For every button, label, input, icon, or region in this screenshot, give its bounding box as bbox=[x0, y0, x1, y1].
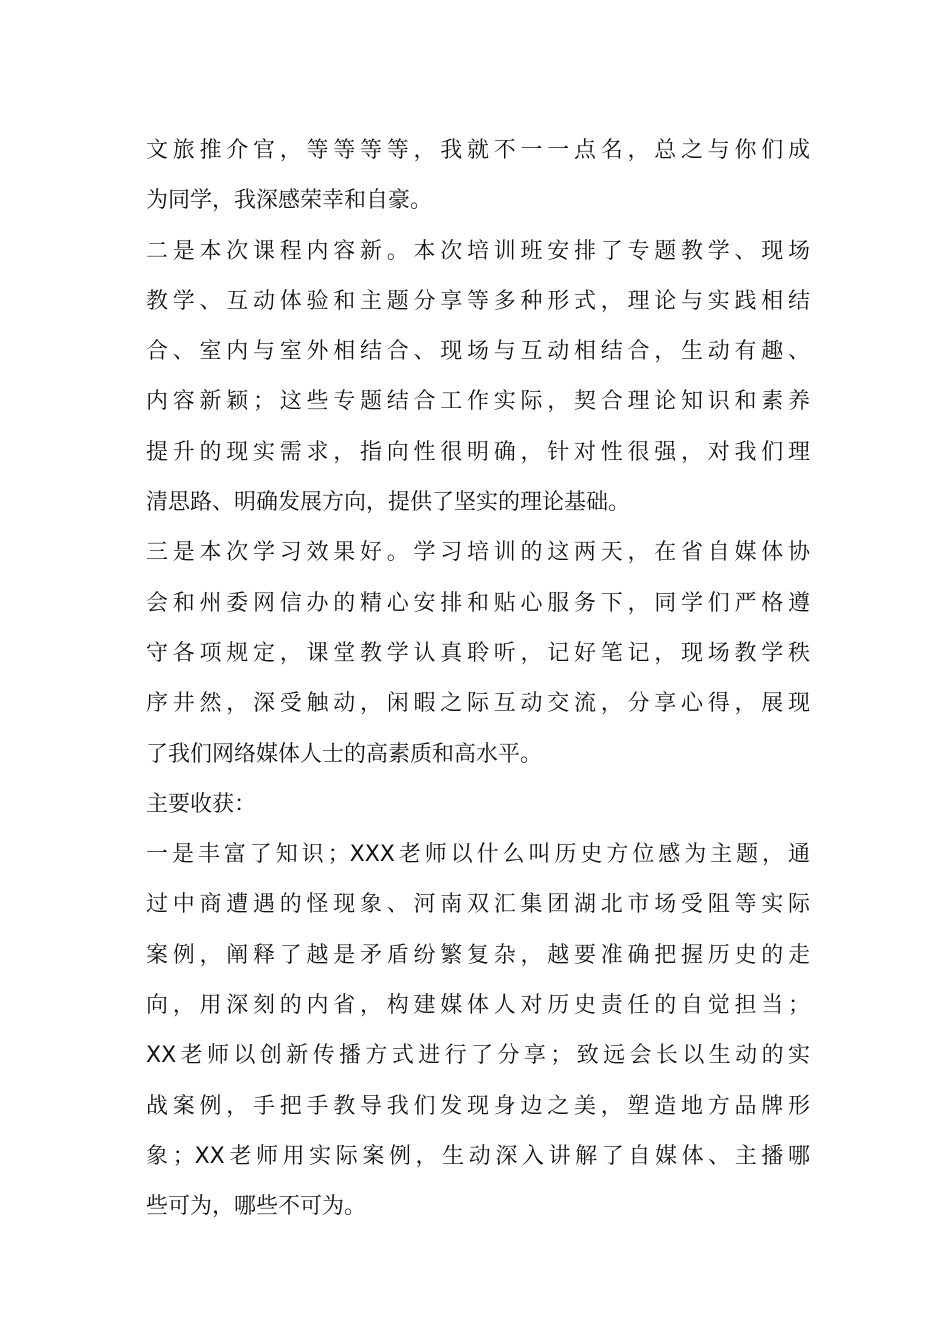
document-body bbox=[146, 126, 810, 1233]
text-line: 内容新颖；这些专题结合工作实际，契合理论知识和素养 bbox=[146, 389, 810, 415]
text-line: 守各项规定，课堂教学认真聆听，记好笔记，现场教学秩 bbox=[146, 640, 810, 666]
section-heading: 主要收获： bbox=[146, 791, 257, 817]
text-line: 过中商遭遇的怪现象、河南双汇集团湖北市场受阻等实际 bbox=[146, 892, 810, 918]
text-line: 些可为，哪些不可为。 bbox=[146, 1194, 367, 1220]
text-line: 三是本次学习效果好。学习培训的这两天，在省自媒体协 bbox=[146, 540, 810, 566]
text-line: 了我们网络媒体人士的高素质和高水平。 bbox=[146, 741, 543, 767]
text-line: 文旅推介官，等等等等，我就不一一点名，总之与你们成 bbox=[146, 138, 810, 163]
text-line: 二是本次课程内容新。本次培训班安排了专题教学、现场 bbox=[146, 238, 810, 264]
text-line: 会和州委网信办的精心安排和贴心服务下，同学们严格遵 bbox=[146, 590, 810, 616]
text-line: 一是丰富了知识；XXX老师以什么叫历史方位感为主题，通 bbox=[146, 842, 810, 868]
text-line: 为同学，我深感荣幸和自豪。 bbox=[146, 188, 433, 214]
text-line: 序井然，深受触动，闲暇之际互动交流，分享心得，展现 bbox=[146, 691, 810, 717]
text-line: 战案例，手把手教导我们发现身边之美，塑造地方品牌形 bbox=[146, 1093, 810, 1119]
text-line: 教学、互动体验和主题分享等多种形式，理论与实践相结 bbox=[146, 288, 810, 314]
text-line: XX老师以创新传播方式进行了分享；致远会长以生动的实 bbox=[146, 1043, 810, 1069]
text-line: 向，用深刻的内省，构建媒体人对历史责任的自觉担当； bbox=[146, 993, 810, 1019]
text-line: 合、室内与室外相结合、现场与互动相结合，生动有趣、 bbox=[146, 339, 810, 365]
text-line: 象；XX老师用实际案例，生动深入讲解了自媒体、主播哪 bbox=[146, 1143, 810, 1169]
text-line: 清思路、明确发展方向，提供了坚实的理论基础。 bbox=[146, 490, 631, 516]
text-line: 提升的现实需求，指向性很明确，针对性很强，对我们理 bbox=[146, 439, 810, 465]
text-line: 案例，阐释了越是矛盾纷繁复杂，越要准确把握历史的走 bbox=[146, 942, 810, 968]
